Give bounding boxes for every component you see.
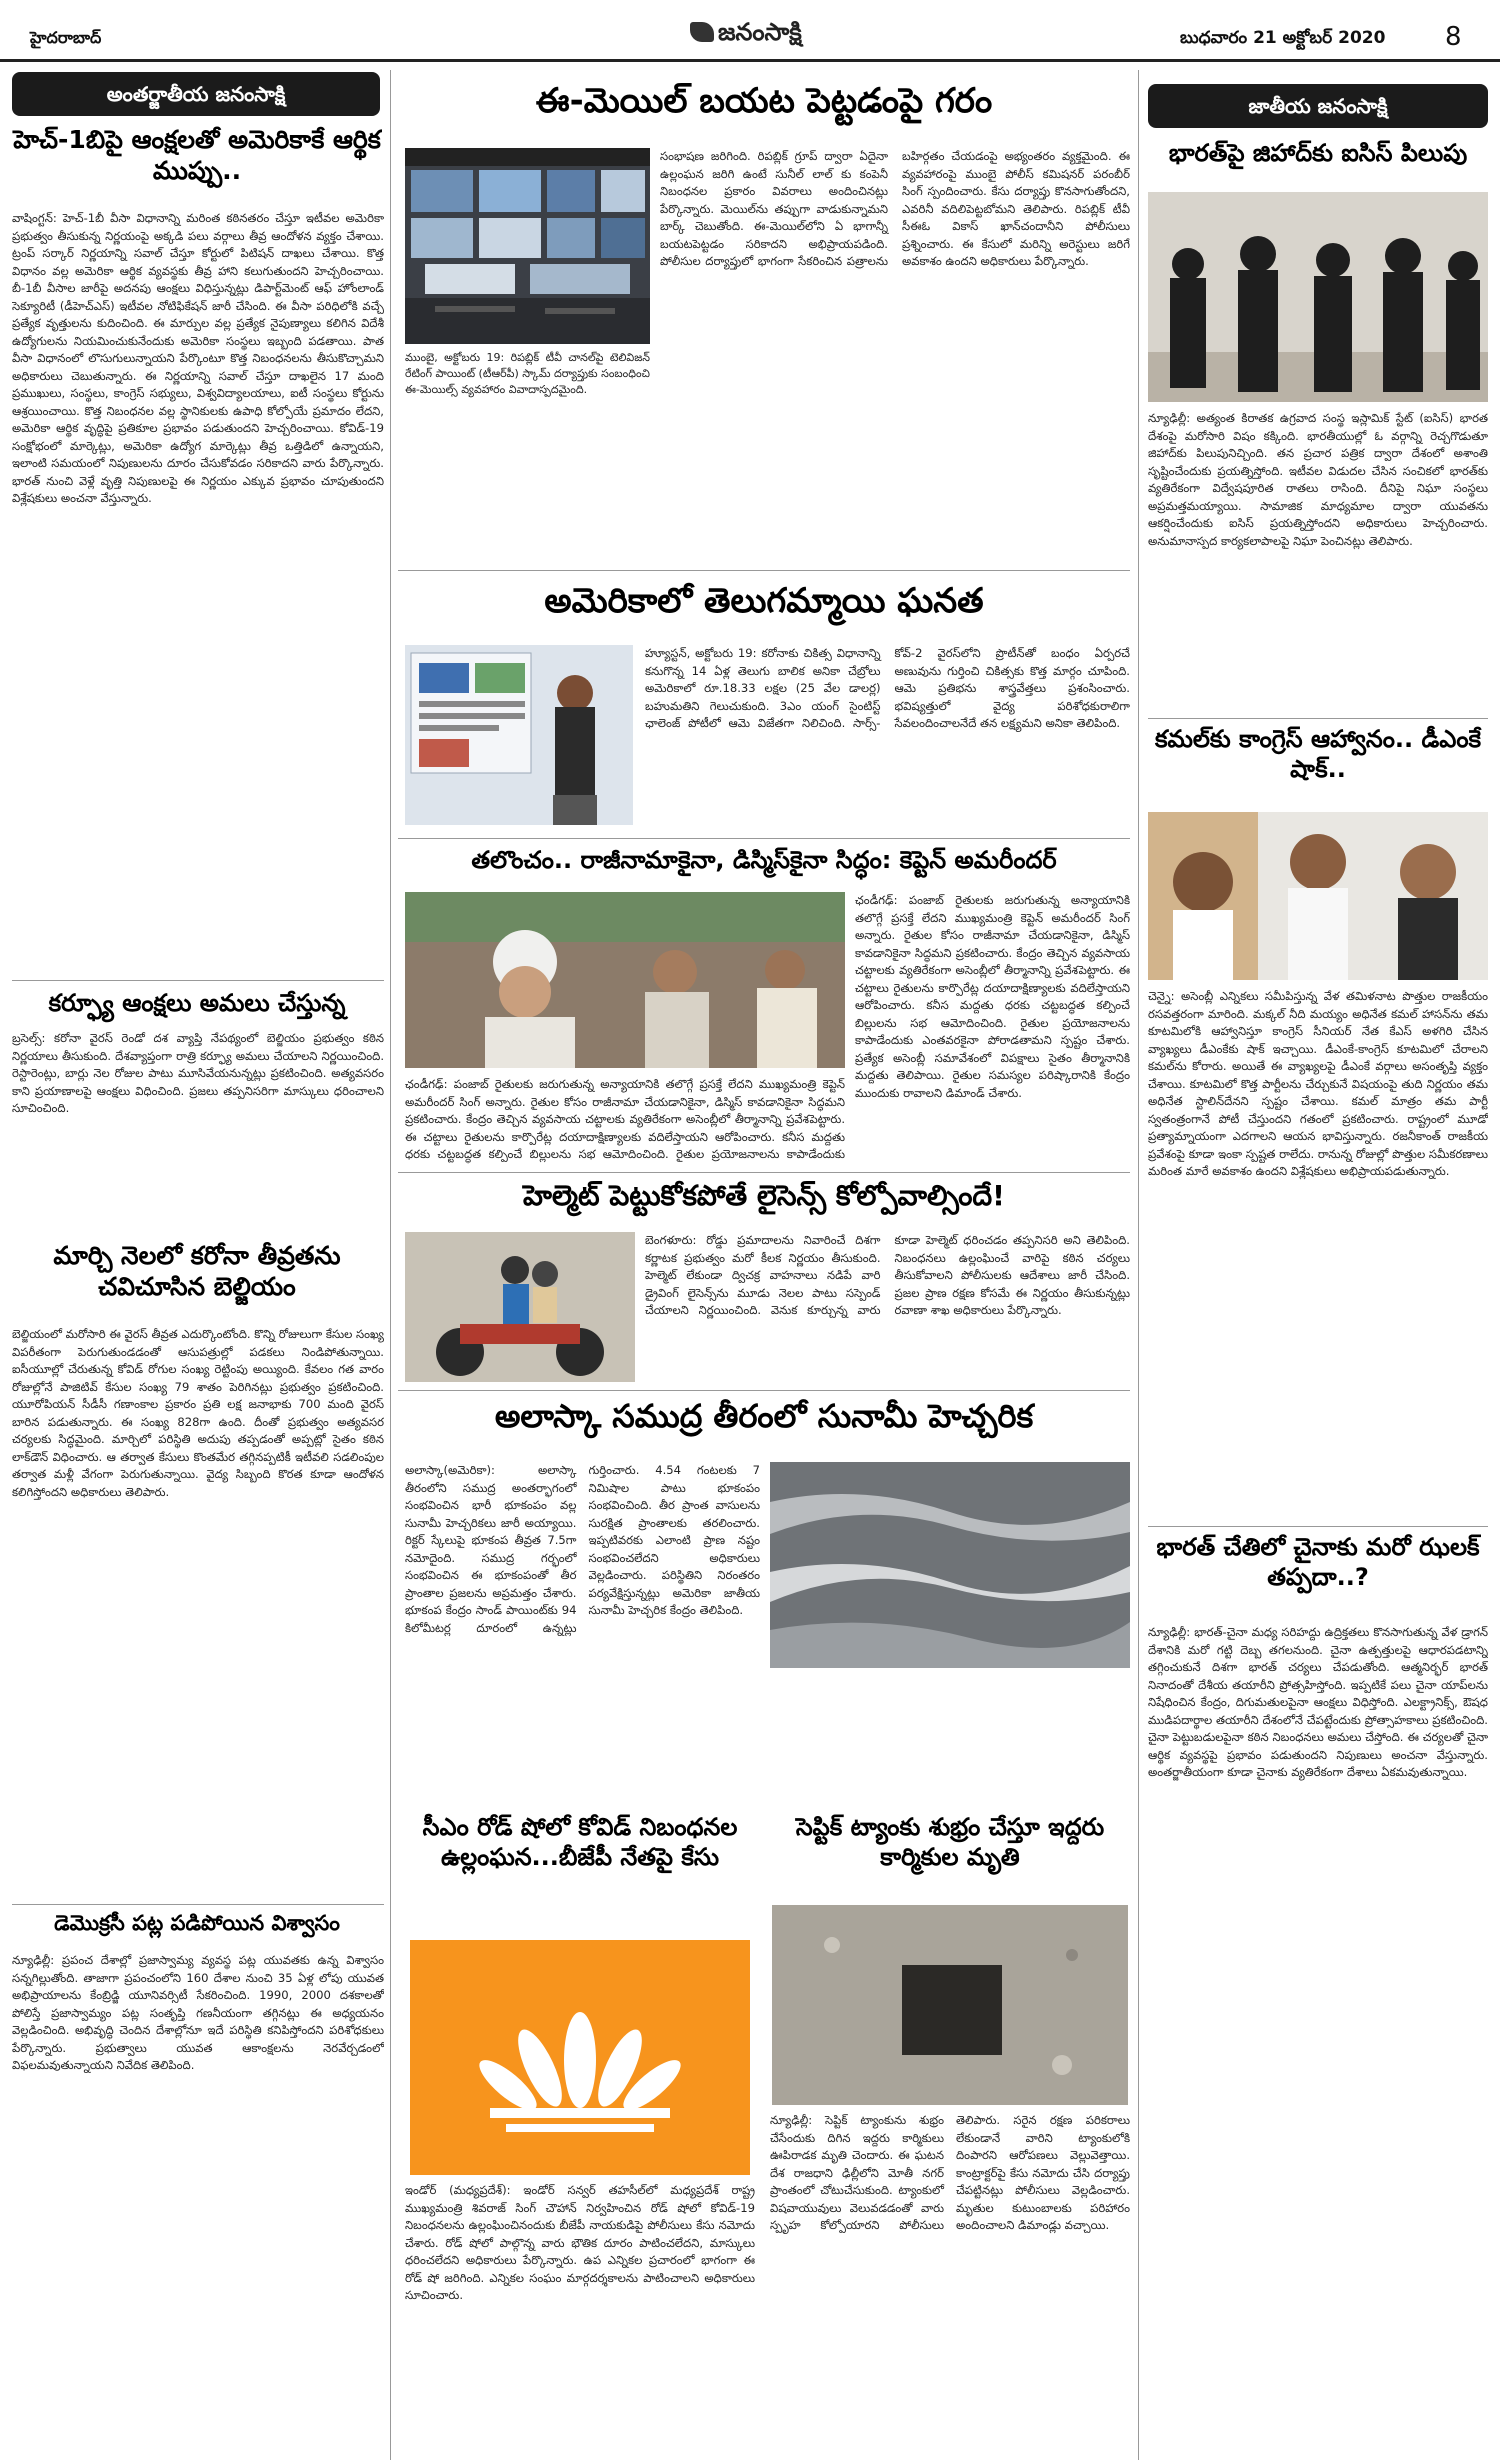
article-democracy-body: న్యూఢిల్లీ: ప్రపంచ దేశాల్లో ప్రజాస్వామ్య వ్యవస్థ పట్ల యువతకు ఉన్న విశ్వాసం సన్నగిల్లుతోంది. తాజాగా ప్రపంచంలోని 160 దేశాల నుంచి 35 ఏళ్ల లోపు యువత అభిప్రాయాలను కేంబ్రిడ్జి యూనివర్సిటీ సేకరించింది. 1990, 2000 దశకాలతో పోలిస్తే ప్రజాస్వామ్యం పట్ల సంతృప్తి గణనీయంగా తగ్గినట్లు ఈ అధ్యయనం వెల్లడించింది. అభివృద్ధి చెందిన దేశాల్లోనూ ఇదే పరిస్థితి కనిపిస్తోందని పరిశోధకులు పేర్కొన్నారు. ప్రభుత్వాలు యువత ఆకాంక్షలను నెరవేర్చడంలో విఫలమవుతున్నాయని నివేదిక తెలిపింది.: [12, 1953, 384, 2072]
headline-curfew: కర్ఫ్యూ ఆంక్షలు అమలు చేస్తున్న: [48, 989, 346, 1017]
city-name: హైదరాబాద్: [30, 28, 102, 47]
headline-kamal: కమల్‌కు కాంగ్రెస్‌ ఆహ్వానం.. డీఎంకే షాక్‌..: [1154, 725, 1482, 783]
article-isis-body: న్యూఢిల్లీ: అత్యంత కిరాతక ఉగ్రవాద సంస్థ ఇస్లామిక్‌ స్టేట్‌ (ఐసిస్‌) భారత దేశంపై మరోసారి విషం కక్కింది. భారతీయుల్లో ఓ వర్గాన్ని రెచ్చగొడుతూ జిహాద్‌కు పిలుపునిచ్చింది. తన ప్రచార పత్రిక ద్వారా దేశంలో అశాంతి సృష్టించేందుకు ప్రయత్నిస్తోంది. ఇటీవల విడుదల చేసిన సంచికలో భారత్‌కు వ్యతిరేకంగా విద్వేషపూరిత రాతలు రాసింది. దీనిపై నిఘా సంస్థలు అప్రమత్తమయ్యాయి. సామాజిక మాధ్యమాల ద్వారా యువతను ఆకర్షించేందుకు ఐసిస్‌ ప్రయత్నిస్తోందని అధికారులు హెచ్చరించారు. అనుమానాస్పద కార్యకలాపాలపై నిఘా పెంచినట్లు తెలిపారు.: [1148, 411, 1488, 548]
article-email-body: సంభాషణ జరిగింది. రిపబ్లిక్‌ గ్రూప్‌ ద్వారా ఏదైనా ఉల్లంఘన జరిగి ఉంటే సునీల్‌ లాల్‌ కు కంపెనీ నిబంధనల ప్రకారం వివరాలు అందించినట్లు పేర్కొన్నారు. మెయిల్‌ను తప్పుగా వాడుకున్నామని బార్క్‌ చెబుతోంది. ఈ-మెయిల్‌లోని ఏ భాగాన్నీ బయటపెట్టడం సరికాదని అభిప్రాయపడింది. పోలీసుల దర్యాప్తులో భాగంగా సేకరించిన పత్రాలను బహిర్గతం చేయడంపై అభ్యంతరం వ్యక్తమైంది. ఈ వ్యవహారంపై ముంబై పోలీస్‌ కమిషనర్‌ పరంబీర్‌ సింగ్‌ స్పందించారు. కేసు దర్యాప్తు కొనసాగుతోందని, ఎవరినీ వదిలిపెట్టబోమని తెలిపారు. రిపబ్లిక్‌ టీవీ సీఈఓ వికాస్‌ ఖాన్‌చందానీని పోలీసులు ప్రశ్నించారు. ఈ కేసులో మరిన్ని అరెస్టులు జరిగే అవకాశం ఉందని అధికారులు పేర్కొన్నారు.: [660, 149, 1130, 268]
headline-helmet: హెల్మెట్‌ పెట్టుకోకపోతే లైసెన్స్‌ కోల్పోవాల్సిందే!: [523, 1179, 1005, 1212]
article-roadshow-body: ఇండోర్‌ (మధ్యప్రదేశ్‌): ఇండోర్‌ సన్వర్‌ తహసీల్‌లో మధ్యప్రదేశ్‌ రాష్ట్ర ముఖ్యమంత్రి శివరాజ్‌ సింగ్‌ చౌహాన్‌ నిర్వహించిన రోడ్‌ షోలో కోవిడ్‌-19 నిబంధనలను ఉల్లంఘించినందుకు బీజేపీ నాయకుడిపై పోలీసులు కేసు నమోదు చేశారు. రోడ్‌ షోలో పాల్గొన్న వారు భౌతిక దూరం పాటించలేదని, మాస్కులు ధరించలేదని అధికారులు పేర్కొన్నారు. ఉప ఎన్నికల ప్రచారంలో భాగంగా ఈ రోడ్‌ షో జరిగింది. ఎన్నికల సంఘం మార్గదర్శకాలను పాటించాలని అధికారులు సూచించారు.: [405, 2183, 755, 2302]
section-national: జాతీయ జనంసాక్షి: [1148, 84, 1488, 128]
tv-control-room-photo: [405, 148, 650, 344]
bjp-lotus-logo: [410, 1940, 750, 2175]
amarinder-photo: [405, 892, 845, 1068]
caption-email: ముంబై, అక్టోబరు 19: రిపబ్లిక్‌ టీవీ చానల్‌పై టెలివిజన్‌ రేటింగ్‌ పాయింట్‌ (టీఆర్‌పీ) స్కామ్‌ దర్యాప్తుకు సంబంధించి ఈ-మెయిల్స్‌ వ్యవహారం వివాదాస్పదమైంది.: [405, 351, 650, 396]
politicians-collage-photo: [1148, 812, 1488, 980]
student-scientist-photo: [405, 645, 633, 825]
divider: [398, 1390, 1130, 1391]
article-septic-body: న్యూఢిల్లీ: సెప్టిక్‌ ట్యాంకును శుభ్రం చేసేందుకు దిగిన ఇద్దరు కార్మికులు ఊపిరాడక మృతి చెందారు. ఈ ఘటన దేశ రాజధాని ఢిల్లీలోని మోతీ నగర్‌ ప్రాంతంలో చోటుచేసుకుంది. ట్యాంకులో విషవాయువులు వెలువడడంతో వారు స్పృహ కోల్పోయారని పోలీసులు తెలిపారు. సరైన రక్షణ పరికరాలు లేకుండానే వారిని ట్యాంకులోకి దింపారని ఆరోపణలు వెల్లువెత్తాయి. కాంట్రాక్టర్‌పై కేసు నమోదు చేసి దర్యాప్తు చేపట్టినట్లు పోలీసులు వెల్లడించారు. మృతుల కుటుంబాలకు పరిహారం అందించాలని డిమాండ్లు వచ్చాయి.: [770, 2113, 1130, 2232]
headline-septic: సెప్టిక్‌ ట్యాంకు శుభ్రం చేస్తూ ఇద్దరు కార్మికుల మృతి: [795, 1813, 1105, 1871]
divider: [1148, 718, 1488, 719]
divider: [398, 838, 1130, 839]
article-amarinder-body-a: ఛండీగఢ్‌: పంజాబ్‌ రైతులకు జరుగుతున్న అన్యాయానికి తలొగ్గే ప్రసక్తే లేదని ముఖ్యమంత్రి కెప్టెన్‌ అమరీందర్‌ సింగ్‌ అన్నారు. రైతుల కోసం రాజీనామా చేయడానికైనా, డిస్మిస్‌ కావడానికైనా సిద్ధమని ప్రకటించారు. కేంద్రం తెచ్చిన వ్యవసాయ చట్టాలకు వ్యతిరేకంగా అసెంబ్లీలో తీర్మానాన్ని ప్రవేశపెట్టారు. ఈ చట్టాలు రైతులను కార్పొరేట్ల దయాదాక్షిణ్యాలకు వదిలేస్తాయని ఆరోపించారు. కనీస మద్దతు ధరకు చట్టబద్ధత కల్పించే బిల్లులను సభ ఆమోదించింది. రైతుల ప్రయోజనాలను కాపాడేందుకు ఎంతవరకైనా పోరాడతామని స్పష్టం చేశారు. ప్రత్యేక అసెంబ్లీ సమావేశంలో విపక్షాలు సైతం తీర్మానానికి మద్దతు తెలిపాయి. రైతుల సమస్యల పరిష్కారానికి కేంద్రం ముందుకు రావాలని డిమాండ్‌ చేశారు.: [855, 893, 1130, 1100]
headline-isis: భారత్‌పై జిహాద్‌కు ఐసిస్‌ పిలుపు: [1168, 139, 1468, 167]
headline-democracy: డెమొక్రసీ పట్ల పడిపోయిన విశ్వాసం: [54, 1911, 340, 1935]
article-curfew-body: బ్రసెల్స్‌: కరోనా వైరస్‌ రెండో దశ వ్యాప్తి నేపథ్యంలో బెల్జియం ప్రభుత్వం కఠిన నిర్ణయాలు తీసుకుంది. దేశవ్యాప్తంగా రాత్రి కర్ఫ్యూ అమలు చేయాలని నిర్ణయించింది. రెస్టారెంట్లు, బార్లు నెల రోజుల పాటు మూసివేయనున్నట్లు ప్రకటించింది. అత్యవసరం కాని ప్రయాణాలపై ఆంక్షలు విధించింది. ప్రజలు తప్పనిసరిగా మాస్కులు ధరించాలని సూచించింది.: [12, 1031, 384, 1115]
divider: [12, 980, 384, 981]
headline-belgium: మార్చి నెలలో కరోనా తీవ్రతను చవిచూసిన బెల్జియం: [53, 1241, 341, 1302]
divider: [1148, 1526, 1488, 1527]
headline-amarinder: తలొంచం.. రాజీనామాకైనా, డిస్మిస్‌కైనా సిద్ధం: కెప్టెన్‌ అమరీందర్‌: [471, 846, 1057, 874]
divider: [12, 1904, 384, 1905]
ocean-waves-photo: [770, 1462, 1130, 1668]
issue-date: బుధవారం 21 అక్టోబర్ 2020: [1180, 28, 1386, 48]
headline-h1b: హెచ్‌-1బిపై ఆంక్షలతో అమెరికాకే ఆర్థిక ముప్పు..: [13, 125, 381, 186]
divider: [398, 1172, 1130, 1173]
headline-email: ఈ-మెయిల్‌ బయట పెట్టడంపై గరం: [535, 81, 993, 121]
newspaper-logo: [690, 18, 802, 52]
helmet-bike-photo: [405, 1232, 635, 1382]
column-rule: [390, 70, 391, 2460]
article-belgium-body: బెల్జియంలో మరోసారి ఈ వైరస్‌ తీవ్రత ఎదుర్కొంటోంది. కొన్ని రోజులుగా కేసుల సంఖ్య విపరీతంగా పెరుగుతుండడంతో ఆసుపత్రుల్లో పడకలు నిండిపోతున్నాయి. ఐసీయూల్లో చేరుతున్న కోవిడ్‌ రోగుల సంఖ్య రెట్టింపు అయ్యింది. కేవలం గత వారం రోజుల్లోనే పాజిటివ్‌ కేసుల సంఖ్య 79 శాతం పెరిగినట్లు ప్రభుత్వం ప్రకటించింది. యూరోపియన్‌ సీడీసీ గణాంకాల ప్రకారం ప్రతి లక్ష జనాభాకు 700 మంది వైరస్‌ బారిన పడుతున్నారు. ఈ సంఖ్య 828గా ఉంది. దీంతో ప్రభుత్వం అత్యవసర చర్యలకు సిద్ధమైంది. మార్చిలో పరిస్థితి అదుపు తప్పడంతో అప్పట్లో సైతం కఠిన లాక్‌డౌన్‌ విధించారు. ఆ తర్వాత కేసులు కొంతమేర తగ్గినప్పటికీ ఇటీవలి సడలింపుల తర్వాత మళ్లీ వేగంగా పెరుగుతున్నాయి. వైద్య సిబ్బంది కొరత కూడా ఆందోళన కలిగిస్తోందని అధికారులు తెలిపారు.: [12, 1327, 384, 1499]
article-h1b-body: వాషింగ్టన్‌: హెచ్‌-1బీ వీసా విధానాన్ని మరింత కఠినతరం చేస్తూ ఇటీవల అమెరికా ప్రభుత్వం తీసుకున్న నిర్ణయంపై అక్కడి పలు వర్గాలు తీవ్ర ఆందోళన వ్యక్తం చేశాయి. ట్రంప్‌ సర్కార్‌ నిర్ణయాన్ని సవాల్‌ చేస్తూ కోర్టులో పిటిషన్‌ దాఖలు చేశాయి. కొత్త విధానం వల్ల అమెరికా ఆర్థిక వ్యవస్థకు తీవ్ర హాని కలుగుతుందని హెచ్చరించాయి. బీ-1బీ వీసాల జారీపై అదనపు ఆంక్షలు విధిస్తున్నట్లు డిపార్ట్‌మెంట్‌ ఆఫ్‌ హోంలాండ్‌ సెక్యూరిటీ (డీహెచ్‌ఎస్‌) ఇటీవల నోటిఫికేషన్‌ జారీ చేసింది. ఈ వీసా పరిధిలోకి వచ్చే ప్రత్యేక వృత్తులను కుదించింది. ఈ మార్పుల వల్ల ప్రత్యేక నైపుణ్యాలు కలిగిన విదేశీ ఉద్యోగులను నియమించుకునేందుకు అమెరికా సంస్థలు ఇబ్బంది పడతాయి. పాత వీసా విధానంలో లొసుగులున్నాయని పేర్కొంటూ కొత్త నిబంధనలను తీసుకొచ్చామని అధికారులు చెబుతున్నారు. ఈ నిర్ణయాన్ని సవాల్‌ చేస్తూ దాఖలైన 17 మంది ప్రముఖులు, సంస్థలు, కాంగ్రెస్‌ సభ్యులు, విశ్వవిద్యాలయాలు, ఐటీ సంస్థలు కోర్టును ఆశ్రయించాయి. కొత్త నిబంధనల వల్ల స్థానికులకు ఉపాధి కోల్పోయే ప్రమాదం లేదని, అమెరికా ఆర్థిక వృద్ధిపై ప్రతికూల ప్రభావం పడుతుందని హెచ్చరించాయి. కోవిడ్‌-19 సంక్షోభంలో మార్కెట్లు, అమెరికా ఉద్యోగ మార్కెట్లు తీవ్ర ఒత్తిడిలో ఉన్నాయని, ఇలాంటి సమయంలో నిపుణులను దూరం చేసుకోవడం సరికాదని వారు పేర్కొన్నారు. భారత్‌ నుంచి వెళ్లే వృత్తి నిపుణులపై ఈ నిర్ణయం ఎక్కువ ప్రభావం చూపుతుందని విశ్లేషకులు అంచనా వేస్తున్నారు.: [12, 211, 384, 505]
article-telugu-girl-body: హ్యూస్టన్‌, అక్టోబరు 19: కరోనాకు చికిత్స విధానాన్ని కనుగొన్న 14 ఏళ్ల తెలుగు బాలిక అనికా చేబ్రోలు అమెరికాలో రూ.18.33 లక్షల (25 వేల డాలర్ల) బహుమతిని గెలుచుకుంది. 3ఎం యంగ్‌ సైంటిస్ట్‌ ఛాలెంజ్‌ పోటీలో ఆమె విజేతగా నిలిచింది. సార్స్‌-కోవ్‌-2 వైరస్‌లోని ప్రొటీన్‌తో బంధం ఏర్పరచే అణువును గుర్తించి చికిత్సకు కొత్త మార్గం చూపింది. ఆమె ప్రతిభను శాస్త్రవేత్తలు ప్రశంసించారు. భవిష్యత్తులో వైద్య పరిశోధకురాలిగా సేవలందించాలనేదే తన లక్ష్యమని అనికా తెలిపింది.: [645, 646, 1130, 730]
masthead: [0, 0, 1500, 62]
article-helmet-body: బెంగళూరు: రోడ్డు ప్రమాదాలను నివారించే దిశగా కర్ణాటక ప్రభుత్వం మరో కీలక నిర్ణయం తీసుకుంది. హెల్మెట్‌ లేకుండా ద్విచక్ర వాహనాలు నడిపే వారి డ్రైవింగ్‌ లైసెన్స్‌ను మూడు నెలల పాటు సస్పెండ్‌ చేయాలని నిర్ణయించింది. వెనుక కూర్చున్న వారు కూడా హెల్మెట్‌ ధరించడం తప్పనిసరి అని తెలిపింది. నిబంధనలు ఉల్లంఘించే వారిపై కఠిన చర్యలు తీసుకోవాలని పోలీసులకు ఆదేశాలు జారీ చేసింది. ప్రజల ప్రాణ రక్షణ కోసమే ఈ నిర్ణయం తీసుకున్నట్లు రవాణా శాఖ అధికారులు పేర్కొన్నారు.: [645, 1233, 1130, 1317]
headline-roadshow: సీఎం రోడ్‌ షోలో కోవిడ్‌ నిబంధనల ఉల్లంఘన...బీజేపీ నేతపై కేసు: [422, 1813, 738, 1871]
section-international: అంతర్జాతీయ జనంసాక్షి: [12, 72, 380, 116]
page-number: 8: [1445, 22, 1462, 52]
headline-china: భారత్‌ చేతిలో చైనాకు మరో ఝలక్‌ తప్పదా..?: [1156, 1533, 1480, 1591]
column-rule: [1138, 70, 1139, 2460]
logo-text: జనంసాక్షి: [718, 18, 802, 46]
logo-icon: [690, 22, 714, 42]
article-tsunami-body: అలాస్కా(అమెరికా): అలాస్కా తీరంలోని సముద్ర అంతర్భాగంలో సంభవించిన భారీ భూకంపం వల్ల సునామీ హెచ్చరికలు జారీ అయ్యాయి. రిక్టర్‌ స్కేలుపై భూకంప తీవ్రత 7.5గా నమోదైంది. సముద్ర గర్భంలో సంభవించిన ఈ భూకంపంతో తీర ప్రాంతాల ప్రజలను అప్రమత్తం చేశారు. భూకంప కేంద్రం సాండ్‌ పాయింట్‌కు 94 కిలోమీటర్ల దూరంలో ఉన్నట్లు గుర్తించారు. 4.54 గంటలకు 7 నిమిషాల పాటు భూకంపం సంభవించింది. తీర ప్రాంత వాసులను సురక్షిత ప్రాంతాలకు తరలించారు. ఇప్పటివరకు ఎలాంటి ప్రాణ నష్టం సంభవించలేదని అధికారులు వెల్లడించారు. పరిస్థితిని నిరంతరం పర్యవేక్షిస్తున్నట్లు అమెరికా జాతీయ సునామీ హెచ్చరిక కేంద్రం తెలిపింది.: [405, 1463, 760, 1635]
headline-tsunami: అలాస్కా సముద్ర తీరంలో సునామీ హెచ్చరిక: [494, 1397, 1034, 1435]
septic-tank-photo: [772, 1905, 1128, 2105]
militants-photo: [1148, 192, 1488, 402]
article-kamal-body: చెన్నై: అసెంబ్లీ ఎన్నికలు సమీపిస్తున్న వేళ తమిళనాట పొత్తుల రాజకీయం రసవత్తరంగా మారింది. మక్కల్‌ నీది మయ్యం అధినేత కమల్‌ హాసన్‌ను తమ కూటమిలోకి ఆహ్వానిస్తూ కాంగ్రెస్‌ సీనియర్‌ నేత కేఎస్‌ అళగిరి చేసిన వ్యాఖ్యలు డీఎంకేకు షాక్‌ ఇచ్చాయి. డీఎంకే-కాంగ్రెస్‌ కూటమిలో చేరాలని కమల్‌ను కోరారు. అయితే ఈ వ్యాఖ్యలపై డీఎంకే వర్గాలు అసంతృప్తి వ్యక్తం చేశాయి. కూటమిలో కొత్త పార్టీలను చేర్చుకునే విషయంపై తుది నిర్ణయం తమ అధినేత స్టాలిన్‌దేనని స్పష్టం చేశాయి. కమల్‌ మాత్రం తమ పార్టీ స్వతంత్రంగానే పోటీ చేస్తుందని గతంలో ప్రకటించారు. రాష్ట్రంలో మూడో ప్రత్యామ్నాయంగా ఎదగాలని ఆయన భావిస్తున్నారు. రజనీకాంత్‌ రాజకీయ ప్రవేశంపై కూడా ఇంకా స్పష్టత రాలేదు. రానున్న రోజుల్లో పొత్తుల సమీకరణాలు మరింత మారే అవకాశం ఉందని విశ్లేషకులు అభిప్రాయపడుతున్నారు.: [1148, 989, 1488, 1178]
article-china-body: న్యూఢిల్లీ: భారత్‌-చైనా మధ్య సరిహద్దు ఉద్రిక్తతలు కొనసాగుతున్న వేళ డ్రాగన్‌ దేశానికి మరో గట్టి దెబ్బ తగలనుంది. చైనా ఉత్పత్తులపై ఆధారపడటాన్ని తగ్గించుకునే దిశగా భారత్‌ చర్యలు చేపడుతోంది. ఆత్మనిర్భర్‌ భారత్‌ నినాదంతో దేశీయ తయారీని ప్రోత్సహిస్తోంది. ఇప్పటికే పలు చైనా యాప్‌లను నిషేధించిన కేంద్రం, దిగుమతులపైనా ఆంక్షలు విధిస్తోంది. ఎలక్ట్రానిక్స్‌, ఔషధ ముడిపదార్థాల తయారీని దేశంలోనే చేపట్టేందుకు ప్రోత్సాహకాలు ప్రకటించింది. చైనా పెట్టుబడులపైనా కఠిన నిబంధనలు అమలు చేస్తోంది. ఈ చర్యలతో చైనా ఆర్థిక వ్యవస్థపై ప్రభావం పడుతుందని నిపుణులు అంచనా వేస్తున్నారు. అంతర్జాతీయంగా కూడా చైనాకు వ్యతిరేకంగా దేశాలు ఏకమవుతున్నాయి.: [1148, 1625, 1488, 1779]
divider: [398, 570, 1130, 571]
headline-telugu-girl: అమెరికాలో తెలుగమ్మాయి ఘనత: [544, 581, 984, 621]
article-amarinder-body-b: ఛండీగఢ్‌: పంజాబ్‌ రైతులకు జరుగుతున్న అన్యాయానికి తలొగ్గే ప్రసక్తే లేదని ముఖ్యమంత్రి కెప్టెన్‌ అమరీందర్‌ సింగ్‌ అన్నారు. రైతుల కోసం రాజీనామా చేయడానికైనా, డిస్మిస్‌ కావడానికైనా సిద్ధమని ప్రకటించారు. కేంద్రం తెచ్చిన వ్యవసాయ చట్టాలకు వ్యతిరేకంగా అసెంబ్లీలో తీర్మానాన్ని ప్రవేశపెట్టారు. ఈ చట్టాలు రైతులను కార్పొరేట్ల దయాదాక్షిణ్యాలకు వదిలేస్తాయని ఆరోపించారు. కనీస మద్దతు ధరకు చట్టబద్ధత కల్పించే బిల్లులను సభ ఆమోదించింది. రైతుల ప్రయోజనాలను కాపాడేందుకు: [405, 1077, 845, 1161]
